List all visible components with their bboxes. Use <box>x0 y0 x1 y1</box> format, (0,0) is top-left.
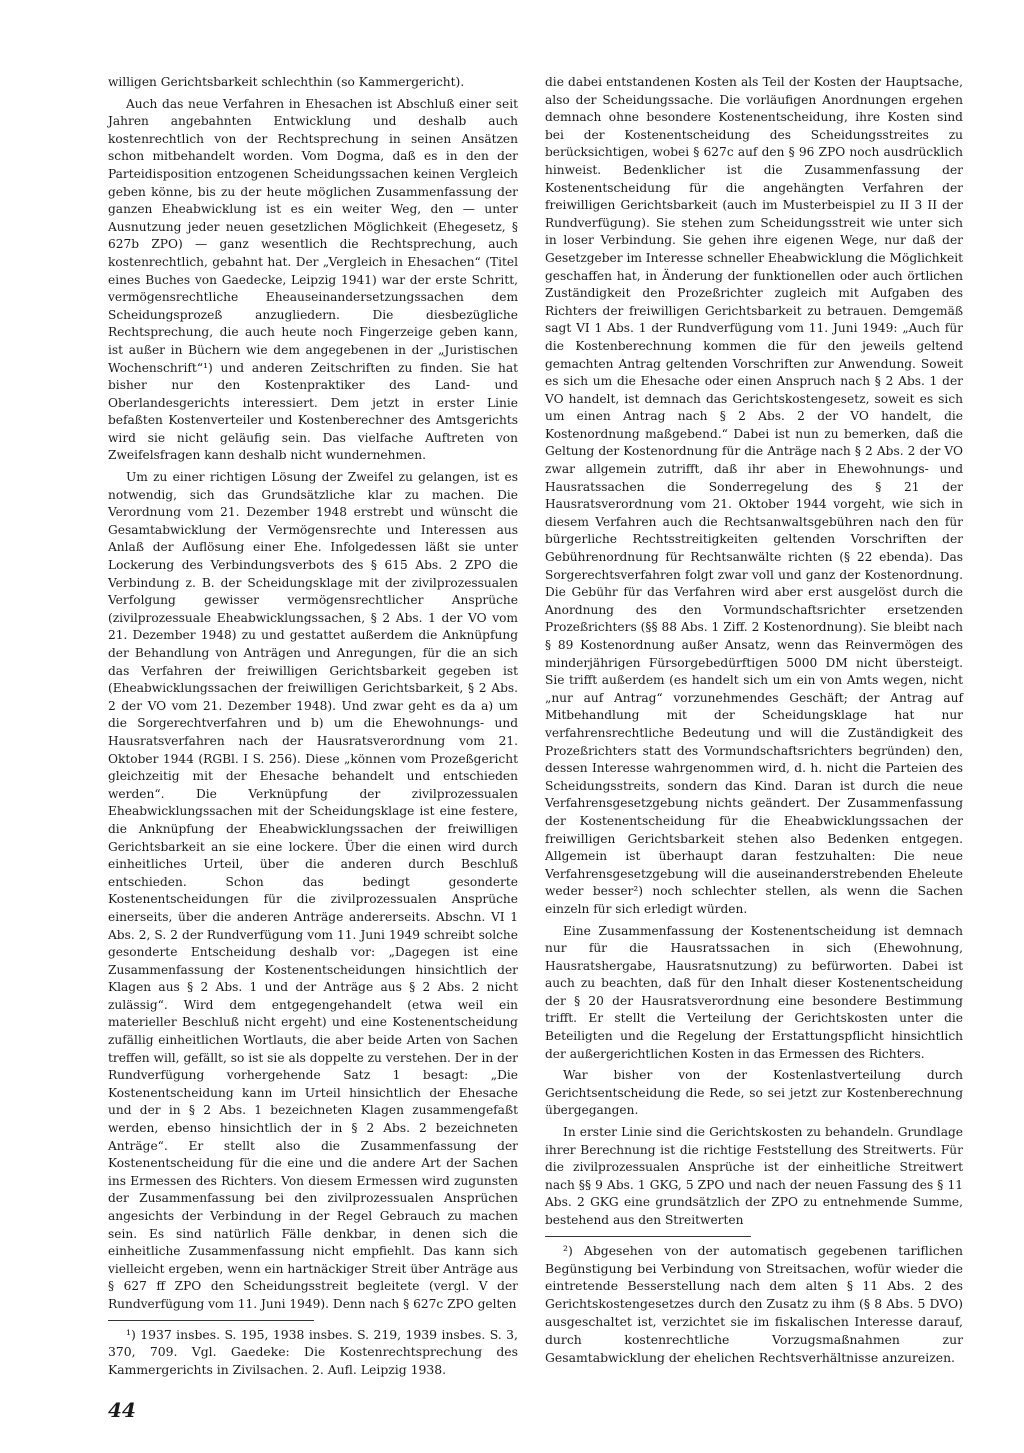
footnote-section <box>108 1320 518 1380</box>
footnote-2: ²) Abgesehen von der automatisch gegebenen tariflichen Begünstigung bei Verbindung von Streitsachen, wofür wieder die eintretende Besserstellung nach dem alten § 11 Abs. 2 des Gerichtskostengesetzes durch den Zusatz zu ihm (§ 8 Abs. 5 DVO) ausgeschaltet ist, verzichtet sie im fiskalischen Interesse darauf, durch kostenrechtliche Vorzugsmaßnahmen zur Gesamtabwicklung der ehelichen Rechtsverhältnisse anzureizen. <box>545 1242 963 1366</box>
paragraph: willigen Gerichtsbarkeit schlechthin (so Kammergericht). <box>108 75 465 89</box>
left-column <box>108 74 518 1379</box>
paragraph: die dabei entstandenen Kosten als Teil der Kosten der Hauptsache, also der Scheidungssache. Die vorläufigen Anordnungen ergehen demnach ohne besondere Kostenentscheidung, ihre Kosten sind bei der Kostenentscheidung des Scheidungsstreites zu berücksichtigen, wobei § 627c auf den § 96 ZPO noch ausdrücklich hinweist. Bedenklicher ist die Zusammenfassung der Kostenentscheidung für die angehängten Verfahren der freiwilligen Gerichtsbarkeit (auch im Musterbeispiel zu II 3 II der Rundverfügung). Sie stehen zum Scheidungsstreit wie unter sich in loser Verbindung. Sie gehen ihre eigenen Wege, nur daß der Gesetzgeber im Interesse schneller Eheabwicklung die Möglichkeit geschaffen hat, in Änderung der funktionellen oder auch örtlichen Zuständigkeit den Prozeßrichter zugleich mit Aufgaben des Richters der freiwilligen Gerichtsbarkeit zu betrauen. Demgemäß sagt VI 1 Abs. 1 der Rundverfügung vom 11. Juni 1949: „Auch für die Kostenberechnung kommen die für den jeweils geltend gemachten Antrag geltenden Vorschriften zur Anwendung. Soweit es sich um die Ehesache oder einen Anspruch nach § 2 Abs. 1 der VO handelt, ist demnach das Gerichtskostengesetz, soweit es sich um einen Antrag nach § 2 Abs. 2 der VO handelt, die Kostenordnung maßgebend.“ Dabei ist nun zu bemerken, daß die Geltung der Kostenordnung für die Anträge nach § 2 Abs. 2 der VO zwar allgemein zutrifft, daß ihr aber in Ehewohnungs- und Hausratssachen die Sonderregelung des § 21 der Hausratsverordnung vom 21. Oktober 1944 vorgeht, wie sich in diesem Verfahren auch die Rechtsanwaltsgebühren nach den für bürgerliche Rechtsstreitigkeiten geltenden Vorschriften der Gebührenordnung für Rechtsanwälte richten (§ 22 ebenda). Das Sorgerechtsverfahren folgt zwar voll und ganz der Kostenordnung. Die Gebühr für das Verfahren wird aber erst ausgelöst durch die Anordnung des den Vormundschaftsrichter ersetzenden Prozeßrichters (§§ 88 Abs. 1 Ziff. 2 Kostenordnung). Sie bleibt nach § 89 Kostenordnung außer Ansatz, wenn das Reinvermögen des minderjährigen Fürsorgebedürftigen 5000 DM nicht übersteigt. Sie trifft außerdem (es handelt sich um ein von Amts wegen, nicht „nur auf Antrag“ vorzunehmendes Geschäft; der Antrag auf Mitbehandlung mit der Scheidungsklage hat nur verfahrensrechtliche Bedeutung und will die Zuständigkeit des Prozeßrichters statt des Vormundschaftsrichters begründen) den, dessen Interesse wahrgenommen wird, d. h. nicht die Parteien des Scheidungsstreits, sondern das Kind. Daran ist durch die neue Verfahrensgesetzgebung nichts geändert. Der Zusammenfassung der Kostenentscheidung für die Eheabwicklungssachen der freiwilligen Gerichtsbarkeit stehen also Bedenken entgegen. Allgemein ist überhaupt daran festzuhalten: Die neue Verfahrensgesetzgebung will die auseinanderstrebenden Eheleute weder besser²) noch schlechter stellen, als wenn die Sachen einzeln für sich erledigt würden. <box>545 75 964 916</box>
paragraph: In erster Linie sind die Gerichtskosten zu behandeln. Grundlage ihrer Berechnung ist die richtige Feststellung des Streitwerts. Für die zivilprozessualen Ansprüche ist der einheitliche Streitwert nach §§ 9 Abs. 1 GKG, 5 ZPO und nach der neuen Fassung des § 11 Abs. 2 GKG eine grundsätzlich der ZPO zu entnehmende Summe, bestehend aus den Streitwerten <box>545 1125 963 1227</box>
footnote-divider <box>545 1236 751 1237</box>
footnote-divider <box>108 1320 314 1321</box>
paragraph: Auch das neue Verfahren in Ehesachen ist Abschluß einer seit Jahren angebahnten Entwicklung und deshalb auch kostenrechtlich von der Rechtsprechung in seinen Ansätzen schon mitbehandelt worden. Vom Dogma, daß es in den der Parteidisposition entzogenen Scheidungssachen keinen Vergleich geben könne, bis zu der heute möglichen Zusammenfassung der ganzen Eheabwicklung ist es ein weiter Weg, den — unter Ausnutzung jeder neuen gesetzlichen Möglichkeit (Ehegesetz, § 627b ZPO) — ganz wesentlich die Rechtsprechung, auch kostenrechtlich, gebahnt hat. Der „Vergleich in Ehesachen“ (Titel eines Buches von Gaedecke, Leipzig 1941) war der erste Schritt, vermögensrechtliche Eheauseinandersetzungssachen dem Scheidungsprozeß anzugliedern. Die diesbezügliche Rechtsprechung, die auch heute noch Fingerzeige geben kann, ist außer in Büchern wie dem angegebenen in der „Juristischen Wochenschrift“¹) und anderen Zeitschriften zu finden. Sie hat bisher nur den Kostenpraktiker des Land- und Oberlandesgerichts interessiert. Dem jetzt in erster Linie befaßten Kostenverteiler und Kostenberechner des Amtsgerichts wird sie nicht geläufig sein. Das vielfache Auftreten von Zweifelsfragen kann deshalb nicht wundernehmen. <box>108 96 518 463</box>
paragraph: War bisher von der Kostenlastverteilung durch Gerichtsentscheidung die Rede, so sei jetzt zur Kostenberechnung übergegangen. <box>545 1068 963 1118</box>
paragraph: Eine Zusammenfassung der Kostenentscheidung ist demnach nur für die Hausratssachen in sich (Ehewohnung, Hausratshergabe, Hausratsnutzung) zu befürworten. Dabei ist auch zu beachten, daß für den Inhalt dieser Kostenentscheidung der § 20 der Hausratsverordnung eine besondere Bestimmung trifft. Er stellt die Verteilung der Gerichtskosten unter die Beteiligten und die Regelung der Erstattungspflicht hinsichtlich der außergerichtlichen Kosten in das Ermessen des Richters. <box>545 923 963 1061</box>
paragraph: Um zu einer richtigen Lösung der Zweifel zu gelangen, ist es notwendig, sich das Grundsätzliche klar zu machen. Die Verordnung vom 21. Dezember 1948 erstrebt und wünscht die Gesamtabwicklung der Vermögensrechte und Interessen aus Anlaß der Auflösung einer Ehe. Infolgedessen läßt sie unter Lockerung des Verbindungsverbots des § 615 Abs. 2 ZPO die Verbindung z. B. der Scheidungsklage mit der zivilprozessualen Verfolgung gewisser vermögensrechtlicher Ansprüche (zivilprozessuale Eheabwicklungssachen, § 2 Abs. 1 der VO vom 21. Dezember 1948) zu und gestattet außerdem die Anknüpfung der Behandlung von Anträgen und Anregungen, für die an sich das Verfahren der freiwilligen Gerichtsbarkeit gegeben ist (Eheabwicklungssachen der freiwilligen Gerichtsbarkeit, § 2 Abs. 2 der VO vom 21. Dezember 1948). Und zwar geht es da a) um die Sorgerechtverfahren und b) um die Ehewohnungs- und Hausratsverfahren nach der Hausratsverordnung vom 21. Oktober 1944 (RGBl. I S. 256). Diese „können vom Prozeßgericht gleichzeitig mit der Ehesache behandelt und entschieden werden“. Die Verknüpfung der zivilprozessualen Eheabwicklungssachen mit der Scheidungsklage ist eine festere, die Anknüpfung der Eheabwicklungssachen der freiwilligen Gerichtsbarkeit an sie eine lockere. Über die einen wird durch einheitliches Urteil, über die anderen durch Beschluß entschieden. Schon das bedingt gesonderte Kostenentscheidungen für die zivilprozessualen Ansprüche einerseits, über die anderen Anträge andererseits. Abschn. VI 1 Abs. 2, S. 2 der Rundverfügung vom 11. Juni 1949 schreibt solche gesonderte Entscheidung deshalb vor: „Dagegen ist eine Zusammenfassung der Kostenentscheidungen hinsichtlich der Klagen aus § 2 Abs. 1 und der Anträge aus § 2 Abs. 2 nicht zulässig“. Wird dem entgegengehandelt (etwa weil ein materieller Beschluß nicht ergeht) und eine Kostenentscheidung zufällig einheitlichen Wortlauts, die aber beide Arten von Sachen treffen will, gefällt, so ist sie als doppelte zu verstehen. Der in der Rundverfügung vorhergehende Satz 1 besagt: „Die Kostenentscheidung kann im Urteil hinsichtlich der Ehesache und der in § 2 Abs. 1 bezeichneten Klagen zusammengefaßt werden, ebenso hinsichtlich der in § 2 Abs. 2 bezeichneten Anträge“. Er stellt also die Zusammenfassung der Kostenentscheidung für die eine und die andere Art der Sachen ins Ermessen des Richters. Von diesem Ermessen wird zugunsten der Zusammenfassung bei den zivilprozessualen Ansprüchen angesichts der Verbindung in der Regel Gebrauch zu machen sein. Es sind natürlich Fälle denkbar, in denen sich die einheitliche Zusammenfassung nicht empfiehlt. Das kann sich vielleicht ergeben, wenn ein hartnäckiger Streit über Anträge aus § 627 ff ZPO den Scheidungsstreit begleitete (vergl. V der Rundverfügung vom 11. Juni 1949). Denn nach § 627c ZPO gelten <box>108 470 518 1311</box>
page-number: 44 <box>108 1398 136 1422</box>
right-column <box>545 74 963 1367</box>
footnote-1: ¹) 1937 insbes. S. 195, 1938 insbes. S. 219, 1939 insbes. S. 3, 370, 709. Vgl. Gaedeke: Die Kostenrechtsprechung des Kammergerichts in Zivilsachen. 2. Aufl. Leipzig 1938. <box>108 1326 518 1378</box>
footnote-section <box>545 1236 963 1367</box>
